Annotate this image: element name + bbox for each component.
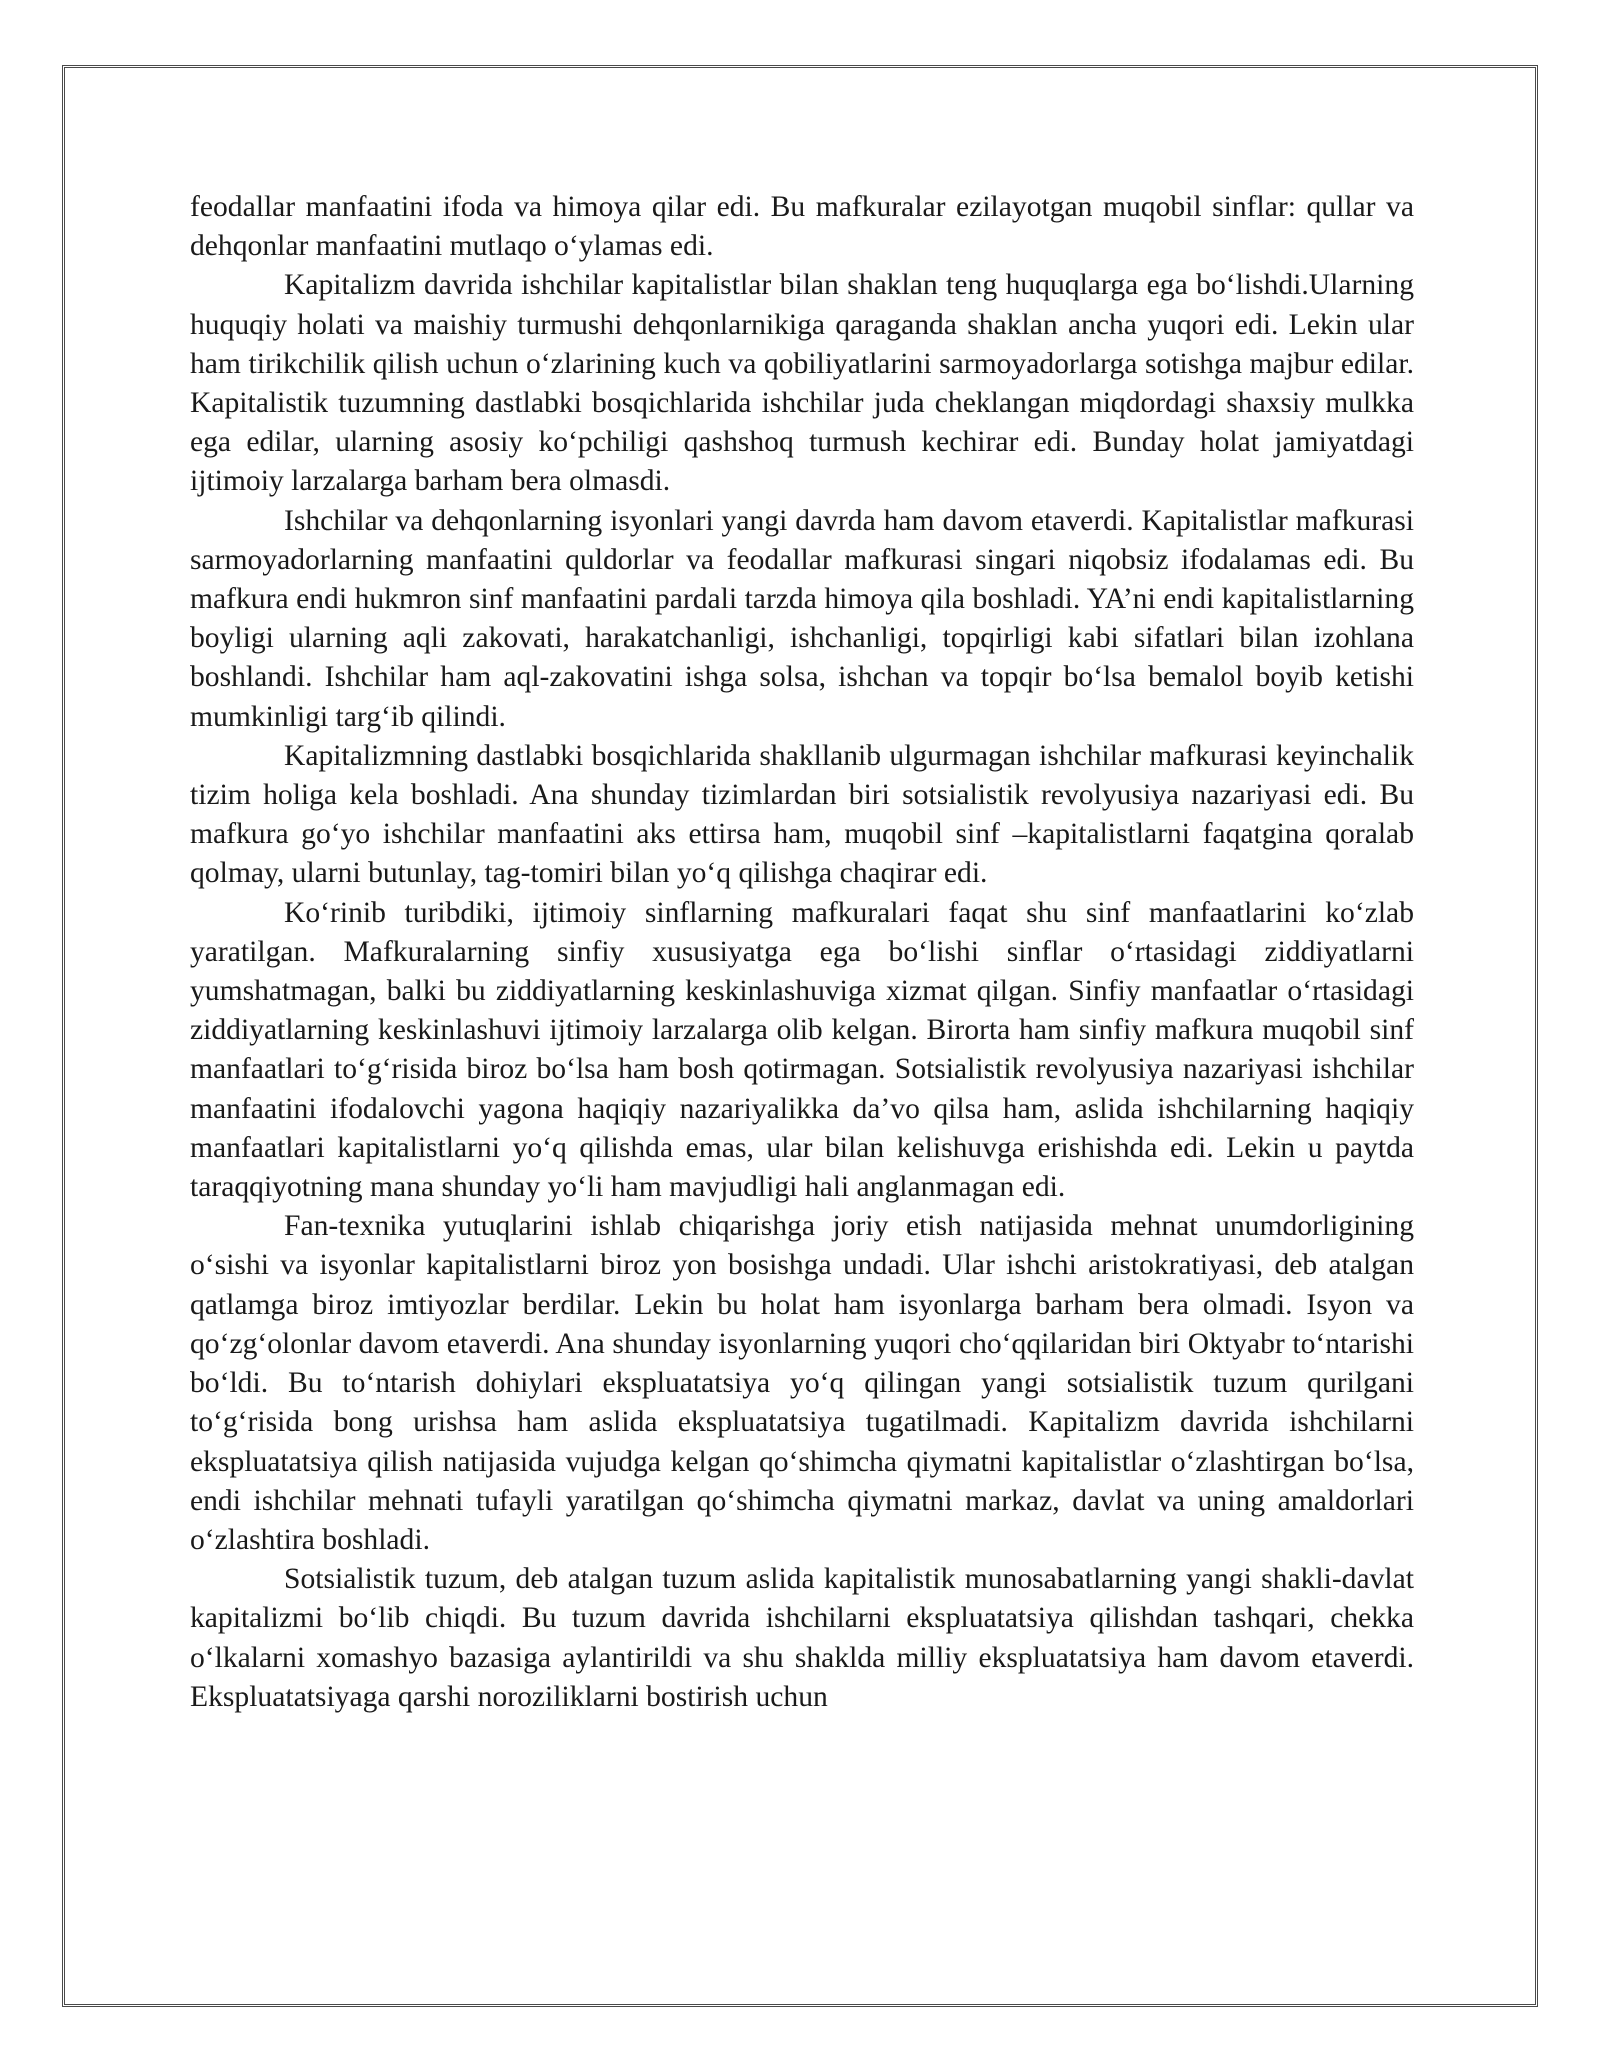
document-body xyxy=(190,188,1414,1717)
paragraph: Fan-texnika yutuqlarini ishlab chiqarishga joriy etish natijasida mehnat unumdorligining o‘sishi va isyonlar kapitalistlarni biroz yon bosishga undadi. Ular ishchi aristokratiyasi, deb atalgan qatlamga biroz imtiyozlar berdilar. Lekin bu holat ham isyonlarga barham bera olmadi. Isyon va qo‘zg‘olonlar davom etaverdi. Ana shunday isyonlarning yuqori cho‘qqilaridan biri Oktyabr to‘ntarishi bo‘ldi. Bu to‘ntarish dohiylari ekspluatatsiya yo‘q qilingan yangi sotsialistik tuzum qurilgani to‘g‘risida bong urishsa ham aslida ekspluatatsiya tugatilmadi. Kapitalizm davrida ishchilarni ekspluatatsiya qilish natijasida vujudga kelgan qo‘shimcha qiymatni kapitalistlar o‘zlashtirgan bo‘lsa, endi ishchilar mehnati tufayli yaratilgan qo‘shimcha qiymatni markaz, davlat va uning amaldorlari o‘zlashtira boshladi. xyxy=(190,1210,1414,1556)
paragraph-continued: feodallar manfaatini ifoda va himoya qilar edi. Bu mafkuralar ezilayotgan muqobil sinflar: qullar va dehqonlar manfaatini mutlaqo o‘ylamas edi. xyxy=(190,191,1414,263)
paragraph: Kapitalizmning dastlabki bosqichlarida shakllanib ulgurmagan ishchilar mafkurasi keyinchalik tizim holiga kela boshladi. Ana shunday tizimlardan biri sotsialistik revolyusiya nazariyasi edi. Bu mafkura go‘yo ishchilar manfaatini aks ettirsa ham, muqobil sinf –kapitalistlarni faqatgina qoralab qolmay, ularni butunlay, tag-tomiri bilan yo‘q qilishga chaqirar edi. xyxy=(190,739,1414,890)
paragraph: Sotsialistik tuzum, deb atalgan tuzum aslida kapitalistik munosabatlarning yangi shakli-davlat kapitalizmi bo‘lib chiqdi. Bu tuzum davrida ishchilarni ekspluatatsiya qilishdan tashqari, chekka o‘lkalarni xomashyo bazasiga aylantirildi va shu shaklda milliy ekspluatatsiya ham davom etaverdi. Ekspluatatsiyaga qarshi noroziliklarni bostirish uchun xyxy=(190,1563,1414,1713)
paragraph: Kapitalizm davrida ishchilar kapitalistlar bilan shaklan teng huquqlarga ega bo‘lishdi.Ularning huquqiy holati va maishiy turmushi dehqonlarnikiga qaraganda shaklan ancha yuqori edi. Lekin ular ham tirikchilik qilish uchun o‘zlarining kuch va qobiliyatlarini sarmoyadorlarga sotishga majbur edilar. Kapitalistik tuzumning dastlabki bosqichlarida ishchilar juda cheklangan miqdordagi shaxsiy mulkka ega edilar, ularning asosiy ko‘pchiligi qashshoq turmush kechirar edi. Bunday holat jamiyatdagi ijtimoiy larzalarga barham bera olmasdi. xyxy=(190,269,1414,498)
paragraph: Ishchilar va dehqonlarning isyonlari yangi davrda ham davom etaverdi. Kapitalistlar mafkurasi sarmoyadorlarning manfaatini quldorlar va feodallar mafkurasi singari niqobsiz ifodalamas edi. Bu mafkura endi hukmron sinf manfaatini pardali tarzda himoya qila boshladi. YA’ni endi kapitalistlarning boyligi ularning aqli zakovati, harakatchanligi, ishchanligi, topqirligi kabi sifatlari bilan izohlana boshlandi. Ishchilar ham aql-zakovatini ishga solsa, ishchan va topqir bo‘lsa bemalol boyib ketishi mumkinligi targ‘ib qilindi. xyxy=(190,504,1414,733)
paragraph: Ko‘rinib turibdiki, ijtimoiy sinflarning mafkuralari faqat shu sinf manfaatlarini ko‘zlab yaratilgan. Mafkuralarning sinfiy xususiyatga ega bo‘lishi sinflar o‘rtasidagi ziddiyatlarni yumshatmagan, balki bu ziddiyatlarning keskinlashuviga xizmat qilgan. Sinfiy manfaatlar o‘rtasidagi ziddiyatlarning keskinlashuvi ijtimoiy larzalarga olib kelgan. Birorta ham sinfiy mafkura muqobil sinf manfaatlari to‘g‘risida biroz bo‘lsa ham bosh qotirmagan. Sotsialistik revolyusiya nazariyasi ishchilar manfaatini ifodalovchi yagona haqiqiy nazariyalikka da’vo qilsa ham, aslida ishchilarning haqiqiy manfaatlari kapitalistlarni yo‘q qilishda emas, ular bilan kelishuvga erishishda edi. Lekin u paytda taraqqiyotning mana shunday yo‘li ham mavjudligi hali anglanmagan edi. xyxy=(190,896,1414,1204)
